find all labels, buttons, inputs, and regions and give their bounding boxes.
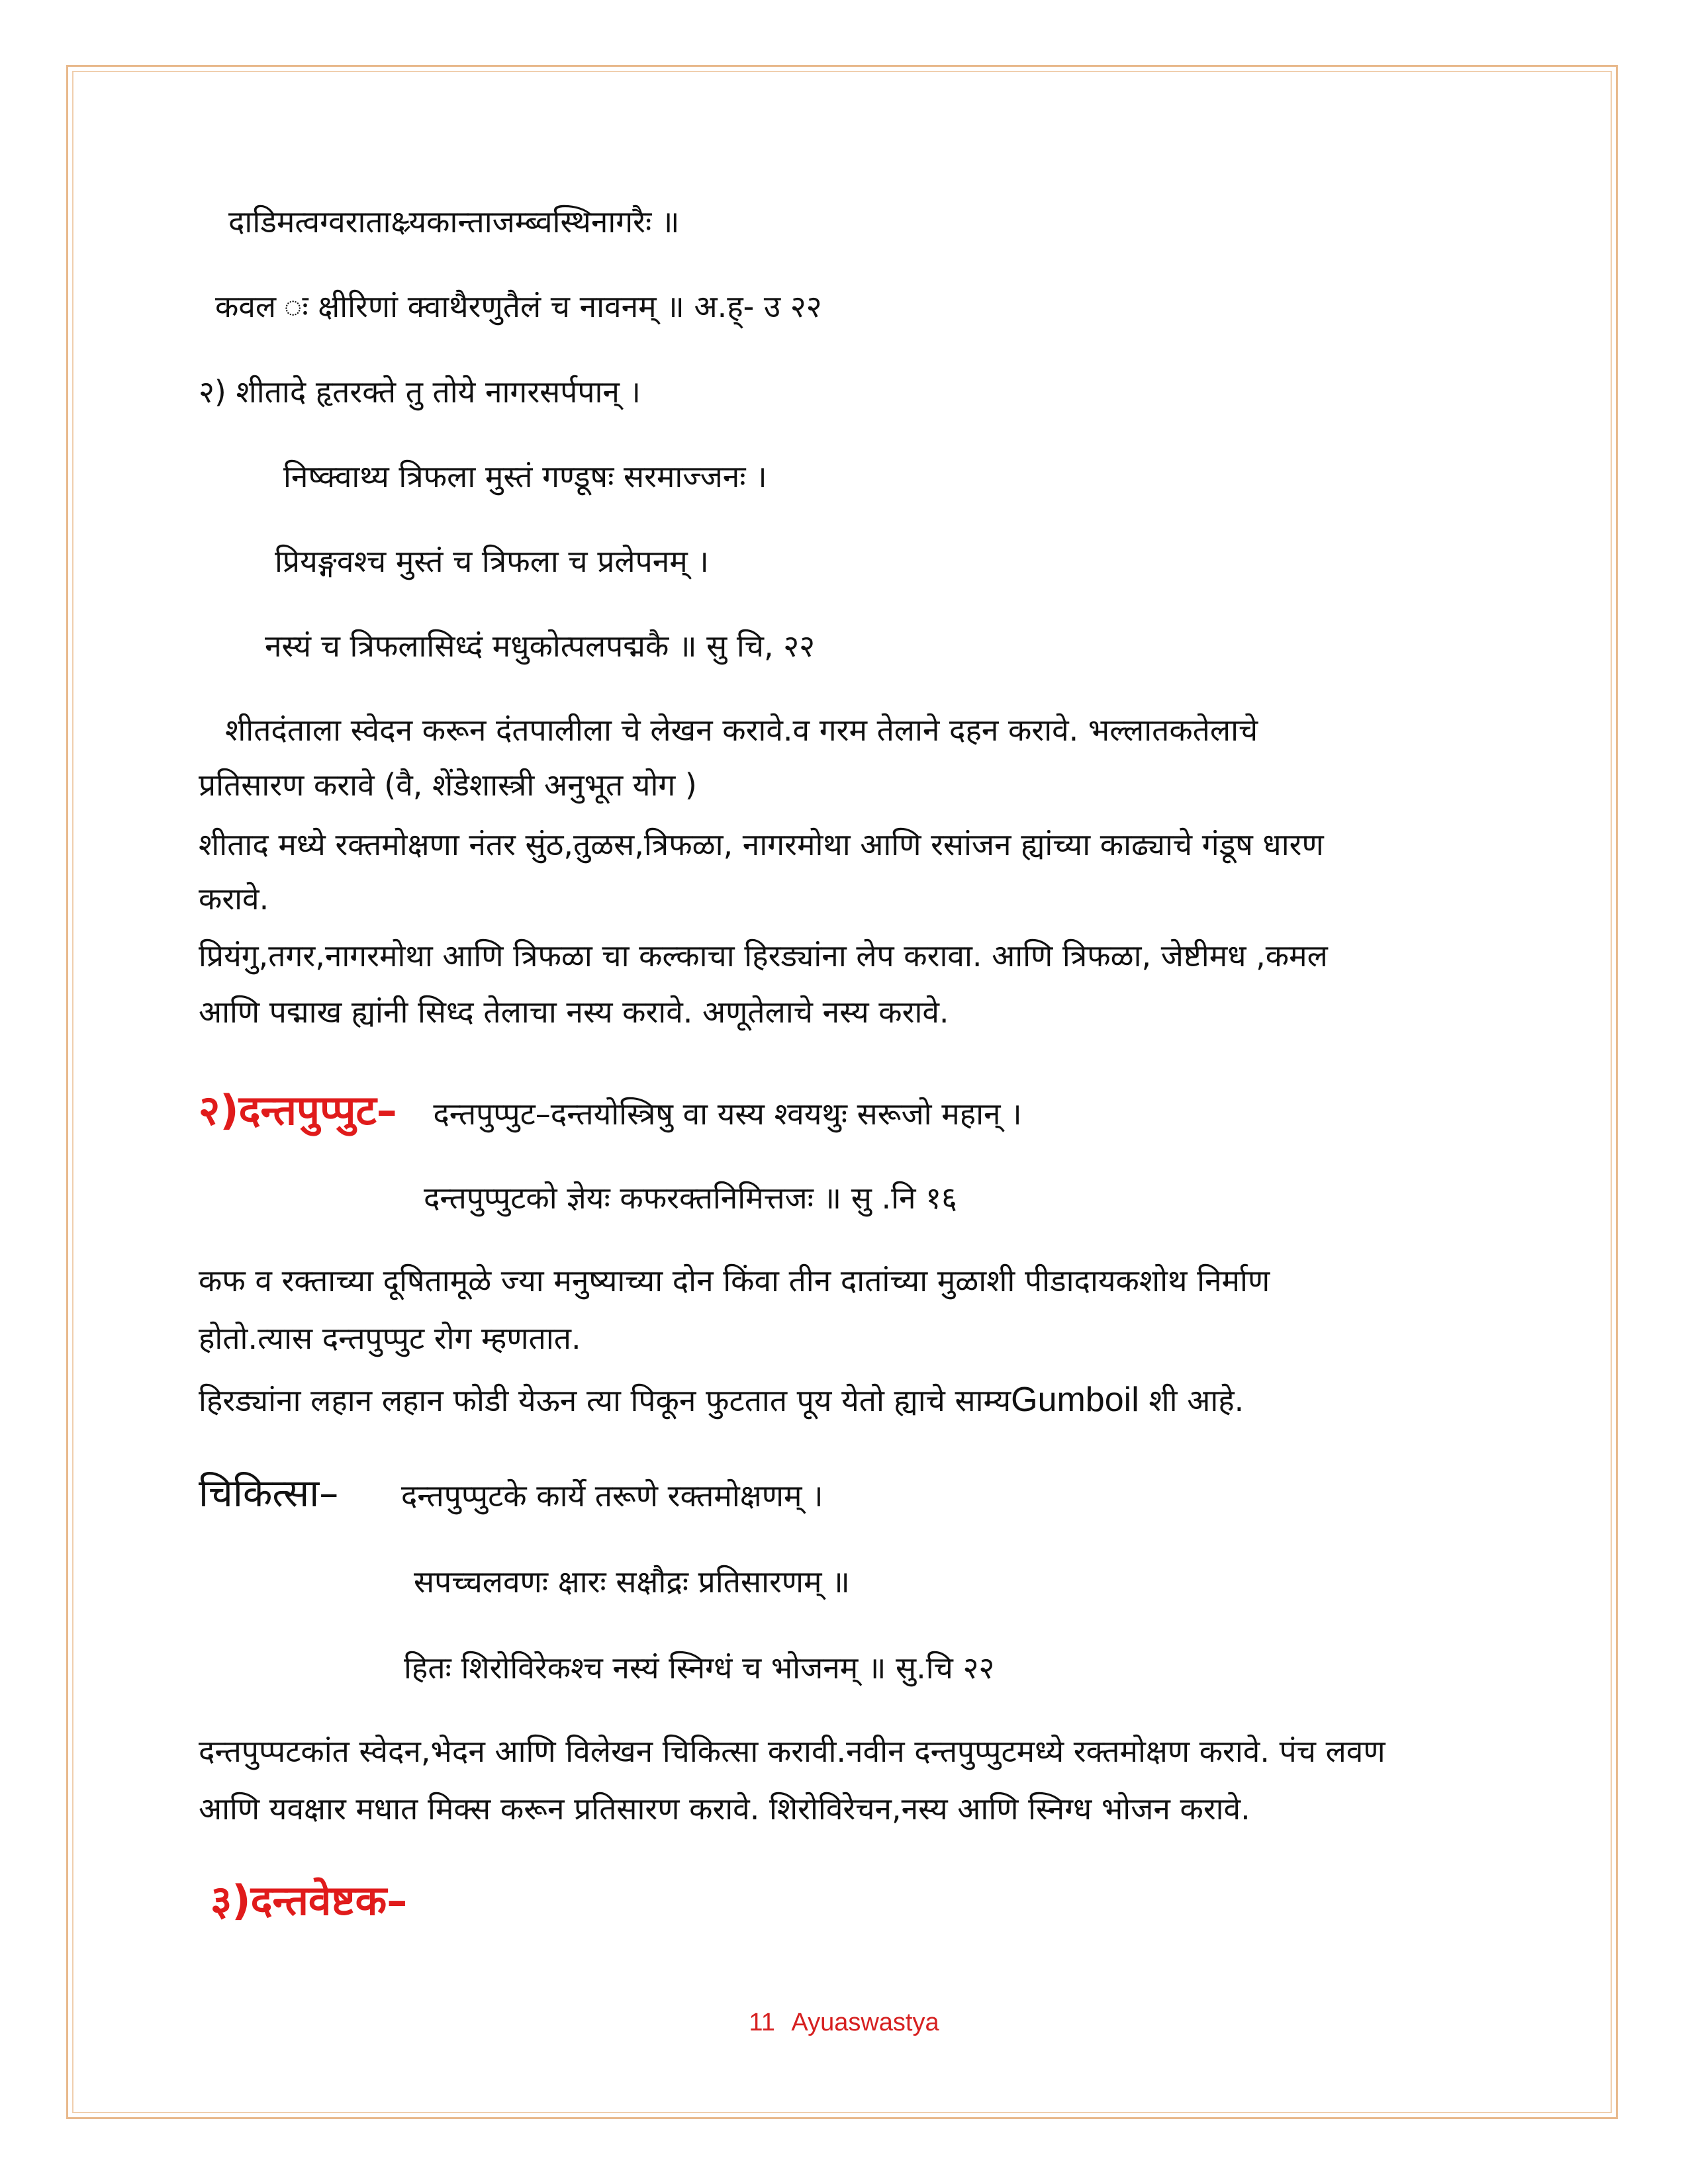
section-2-desc-3-before: हिरड्यांना लहान लहान फोडी येऊन त्या पिकून फुटतात पूय येतो ह्याचे साम्य	[199, 1383, 1011, 1418]
section-3-heading-row	[211, 1874, 407, 1931]
verse-2-line-4: नस्यं च त्रिफलासिध्दं मधुकोत्पलपद्मकै ॥ सु चि, २२	[265, 628, 816, 664]
paragraph-1-text-5: प्रियंगु,तगर,नागरमोथा आणि त्रिफळा चा कल्काचा हिरड्यांना लेप करावा. आणि त्रिफळा, जेष्टीमध ,कमल	[199, 938, 1328, 974]
paragraph-1-text-6: आणि पद्माख ह्यांनी सिध्द तेलाचा नस्य करावे. अणूतेलाचे नस्य करावे.	[199, 994, 949, 1030]
chikitsa-heading: चिकित्सा–	[199, 1471, 339, 1516]
paragraph-1-text-2: प्रतिसारण करावे (वै, शेंडेशास्त्री अनुभूत योग )	[199, 767, 697, 803]
paragraph-1-text-4: करावे.	[199, 881, 269, 917]
chikitsa-verse-line-1: दन्तपुप्पुटके कार्ये तरूणे रक्तमोक्षणम् ।	[400, 1478, 823, 1514]
verse-2-line-3: प्रियङ्गवश्च मुस्तं च त्रिफला च प्रलेपनम् ।	[275, 543, 709, 579]
section-2-heading: २)दन्तपुप्पुट–	[199, 1086, 397, 1134]
verse-1-line-1: दाडिमत्वग्वराताक्ष्र्यकान्ताजम्ब्वस्थिनागरैः ॥	[228, 204, 680, 240]
footer-page-number: 11	[749, 2009, 775, 2036]
verse-2-line-2: निष्क्वाथ्य त्रिफला मुस्तं गण्डूषः सरमाज्जनः ।	[283, 459, 767, 494]
paragraph-1-text-1: शीतदंताला स्वेदन करून दंतपालीला चे लेखन करावे.व गरम तेलाने दहन करावे. भल्लातकतेलाचे	[225, 712, 1258, 748]
footer-title: Ayuaswastya	[791, 2009, 939, 2036]
verse-2-line-1: २) शीतादे हृतरक्ते तु तोये नागरसर्पपान् ।	[199, 374, 641, 410]
chikitsa-heading-row	[199, 1467, 823, 1522]
chikitsa-verse-line-2: सपच्चलवणः क्षारः सक्षौद्रः प्रतिसारणम् ॥	[414, 1564, 850, 1600]
chikitsa-desc-2: आणि यवक्षार मधात मिक्स करून प्रतिसारण करावे. शिरोविरेचन,नस्य आणि स्निग्ध भोजन करावे.	[199, 1791, 1250, 1827]
section-3-heading: ३)दन्तवेष्टक–	[211, 1876, 408, 1925]
section-2-desc-3-after: शी आहे.	[1139, 1383, 1244, 1418]
section-2-verse-line-1: दन्तपुप्पुट–दन्तयोस्त्रिषु वा यस्य श्वयथुः सरूजो महान् ।	[433, 1096, 1022, 1132]
section-2-verse-line-2: दन्तपुप्पुटको ज्ञेयः कफरक्तनिमित्तजः ॥ सु .नि १६	[424, 1180, 957, 1216]
section-2-heading-row	[199, 1084, 1022, 1140]
section-2-desc-1: कफ व रक्ताच्या दूषितामूळे ज्या मनुष्याच्या दोन किंवा तीन दातांच्या मुळाशी पीडादायकशोथ निर्माण	[199, 1263, 1270, 1298]
paragraph-1-text-3: शीताद मध्ये रक्तमोक्षणा नंतर सुंठ,तुळस,त्रिफळा, नागरमोथा आणि रसांजन ह्यांच्या काढ्याचे गंडूष धारण	[199, 827, 1324, 862]
chikitsa-desc-1: दन्तपुप्पटकांत स्वेदन,भेदन आणि विलेखन चिकित्सा करावी.नवीन दन्तपुप्पुटमध्ये रक्तमोक्षण करावे. पंच लवण	[199, 1733, 1385, 1769]
section-2-desc-3	[199, 1377, 1244, 1424]
chikitsa-verse-line-3: हितः शिरोविरेकश्च नस्यं स्निग्धं च भोजनम् ॥ सु.चि २२	[404, 1650, 995, 1686]
section-2-desc-3-latin: Gumboil	[1011, 1381, 1139, 1419]
verse-1-line-2: कवल ः क्षीरिणां क्वाथैरणुतैलं च नावनम् ॥ अ.ह्- उ २२	[215, 289, 822, 324]
section-2-desc-2: होतो.त्यास दन्तपुप्पुट रोग म्हणतात.	[199, 1320, 581, 1356]
page-footer	[0, 2009, 1688, 2037]
